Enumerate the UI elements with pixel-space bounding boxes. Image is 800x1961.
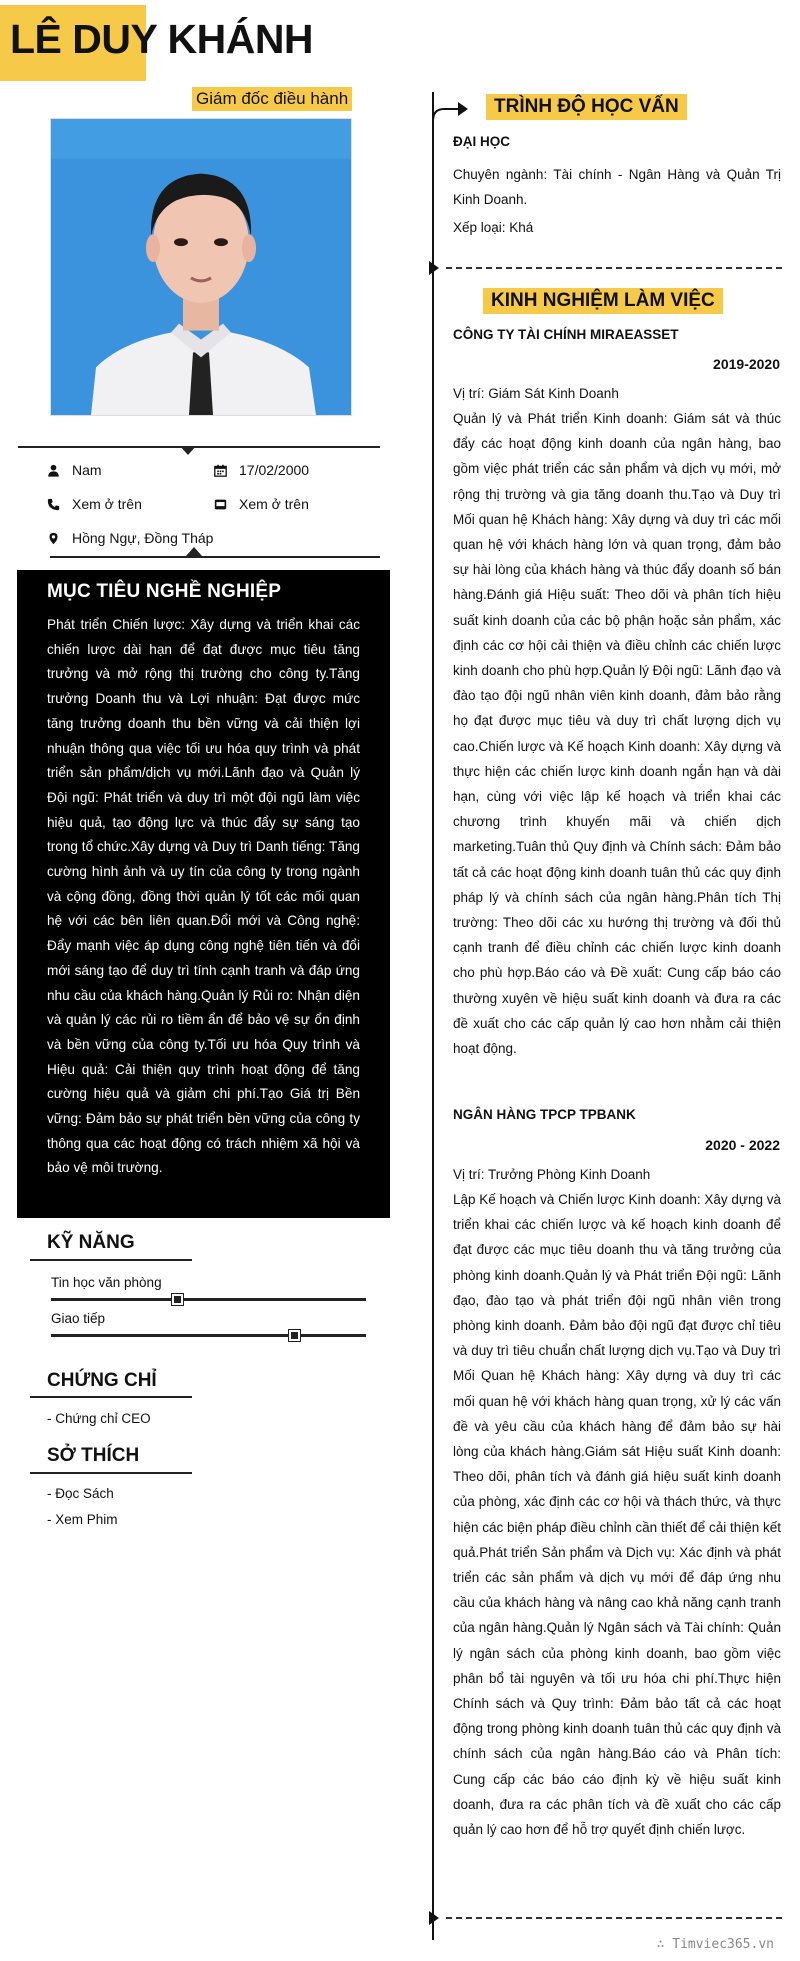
timeline-marker (429, 1911, 439, 1925)
certificates-underline (30, 1396, 192, 1398)
job-years: 2019-2020 (713, 356, 780, 372)
email-row (211, 496, 309, 512)
skill-level-knob (172, 1294, 183, 1305)
address-value: Hồng Ngự, Đồng Tháp (72, 530, 214, 546)
education-major: Chuyên ngành: Tài chính - Ngân Hàng và Quản Trị Kinh Doanh. (453, 167, 781, 207)
skill-label: Tin học văn phòng (51, 1275, 162, 1290)
info-divider-top (18, 446, 380, 448)
phone-row (44, 496, 142, 512)
skill-level-knob (289, 1330, 300, 1341)
section-divider (446, 1917, 782, 1919)
skills-underline (30, 1259, 192, 1261)
section-divider (446, 267, 782, 269)
skill-bar (51, 1334, 366, 1337)
watermark: ∴ Timviec365.vn (656, 1937, 774, 1952)
skills-title: KỸ NĂNG (47, 1232, 135, 1253)
certificates-title: CHỨNG CHỈ (47, 1370, 157, 1391)
email-value: Xem ở trên (239, 496, 309, 512)
timeline-arrow-icon (432, 99, 472, 123)
skill-label: Giao tiếp (51, 1311, 106, 1326)
objective-text: Phát triển Chiến lược: Xây dựng và triển khai các chiến lược dài hạn để đạt được mục tiêu tăng trưởng và mở rộng thị trường cho công ty.Tăng trưởng Doanh thu và Lợi nhuận: Đạt được mức tăng trưởng doanh thu bền vững và cải thiện lợi nhuận thông qua việc tối ưu hóa quy trình và phát triển sản phẩm/dịch vụ mới.Lãnh đạo và Quản lý Đội ngũ: Phát triển và duy trì một đội ngũ làm việc hiệu quả, tạo động lực và thúc đẩy sự sáng tạo trong tổ chức.Xây dựng và Duy trì Danh tiếng: Tăng cường hình ảnh và uy tín của công ty trong ngành và cộng đồng, đồng thời quản lý tốt các mối quan hệ với các bên liên quan.Đổi mới và Công nghệ: Đẩy mạnh việc áp dụng công nghệ tiên tiến và đổi mới sáng tạo để duy trì tính cạnh tranh và đáp ứng nhu cầu của khách hàng.Quản lý Rủi ro: Nhận diện và quản lý các rủi ro tiềm ẩn để bảo vệ sự ổn định và bền vững của công ty.Tối ưu hóa Quy trình và Hiệu quả: Cải thiện quy trình hoạt động để tăng cường hiệu quả và giảm chi phí.Tạo Giá trị Bền vững: Đảm bảo sự phát triển bền vững của công ty thông qua các hoạt động có trách nhiệm xã hội và bảo vệ môi trường. (47, 617, 360, 1176)
education-title: TRÌNH ĐỘ HỌC VẤN (486, 94, 687, 120)
email-icon (211, 496, 229, 512)
hobby-item: - Xem Phim (47, 1512, 118, 1527)
job-years: 2020 - 2022 (705, 1137, 780, 1153)
timeline-marker (429, 261, 439, 275)
career-objective-section (17, 570, 390, 1218)
job-position: Vị trí: Giám Sát Kinh Doanh (453, 386, 619, 401)
info-divider-notch-bottom (186, 547, 202, 556)
hobby-item: - Đọc Sách (47, 1486, 114, 1501)
education-rank: Xếp loại: Khá (453, 220, 534, 235)
phone-icon (44, 496, 62, 512)
gender-value: Nam (72, 462, 102, 478)
phone-value: Xem ở trên (72, 496, 142, 512)
candidate-name: LÊ DUY KHÁNH (10, 16, 314, 62)
job-title: Giám đốc điều hành (192, 87, 352, 111)
info-divider-notch (180, 446, 196, 455)
address-row (44, 530, 213, 546)
user-icon (44, 462, 62, 478)
profile-photo (50, 118, 352, 416)
skill-bar (51, 1298, 366, 1301)
company-name: CÔNG TY TÀI CHÍNH MIRAEASSET (453, 327, 679, 342)
hobbies-title: SỞ THÍCH (47, 1445, 140, 1466)
job-position: Vị trí: Trưởng Phòng Kinh Doanh (453, 1167, 651, 1182)
education-level: ĐẠI HỌC (453, 134, 510, 149)
timeline-line (432, 92, 434, 1940)
objective-title: MỤC TIÊU NGHỀ NGHIỆP (47, 581, 282, 602)
experience-title: KINH NGHIỆM LÀM VIỆC (483, 288, 723, 314)
job-description: Quản lý và Phát triển Kinh doanh: Giám sát và thúc đẩy các hoạt động kinh doanh của ngân hàng, bao gồm việc phát triển các sản phẩm và dịch vụ mới, mở rộng thị trường và gia tăng doanh thu.Tạo và Duy trì Mối quan hệ Khách hàng: Xây dựng và duy trì các mối quan hệ với khách hàng lớn và quan trọng, đảm bảo sự hài lòng của khách hàng và thúc đẩy doanh số bán hàng.Đánh giá Hiệu suất: Theo dõi và phân tích hiệu suất kinh doanh của các bộ phận hoặc sản phẩm, xác định các cơ hội cải thiện và điều chỉnh các chiến lược kinh doanh cho phù hợp.Quản lý Đội ngũ: Lãnh đạo và đào tạo đội ngũ nhân viên kinh doanh, đảm bảo rằng họ đạt được mục tiêu và duy trì chất lượng dịch vụ cao.Chiến lược và Kế hoạch Kinh doanh: Xây dựng và thực hiện các chiến lược kinh doanh ngắn hạn và dài hạn, cùng với việc lập kế hoạch và triển khai các chương trình khuyến mãi và chiến dịch marketing.Tuân thủ Quy định và Chính sách: Đảm bảo tất cả các hoạt động kinh doanh tuân thủ các quy định pháp lý và chính sách của ngân hàng.Phân tích Thị trường: Theo dõi các xu hướng thị trường và đối thủ cạnh tranh để điều chỉnh các chiến lược kinh doanh cho phù hợp.Báo cáo và Đề xuất: Cung cấp báo cáo thường xuyên về hiệu suất kinh doanh và đưa ra các đề xuất cho các cấp quản lý cao hơn nhằm cải thiện hoạt động. (453, 411, 781, 1057)
birthdate-row (211, 462, 309, 478)
job-description: Lập Kế hoạch và Chiến lược Kinh doanh: Xây dựng và triển khai các chiến lược và kế hoạch kinh doanh để đạt được các mục tiêu doanh thu và tăng trưởng của phòng kinh doanh.Quản lý và Phát triển Đội ngũ: Lãnh đạo, đào tạo và phát triển đội ngũ nhân viên trong phòng kinh doanh. Đảm bảo đội ngũ đạt được chỉ tiêu và duy trì tiêu chuẩn chất lượng dịch vụ.Tạo và Duy trì Mối Quan hệ Khách hàng: Xây dựng và duy trì các mối quan hệ với khách hàng quan trọng, xử lý các vấn đề và yêu cầu của khách hàng để đảm bảo sự hài lòng của khách hàng.Giám sát Hiệu suất Kinh doanh: Theo dõi, phân tích và đánh giá hiệu suất kinh doanh của phòng, xác định các cơ hội và thách thức, và thực hiện các biện pháp điều chỉnh cần thiết để cải thiện kết quả.Phát triển Sản phẩm và Dịch vụ: Xác định và phát triển các sản phẩm và dịch vụ mới để đáp ứng nhu cầu của khách hàng và nâng cao khả năng cạnh tranh của ngân hàng.Quản lý Ngân sách và Tài chính: Quản lý ngân sách của phòng kinh doanh, bao gồm việc phân bổ tài nguyên và tối ưu hóa chi phí.Thực hiện Chính sách và Quy trình: Đảm bảo tất cả các hoạt động trong phòng kinh doanh tuân thủ các quy định và chính sách của ngân hàng.Báo cáo và Phân tích: Cung cấp các báo cáo định kỳ về hiệu suất kinh doanh, đưa ra các phân tích và đề xuất cho các cấp quản lý cao hơn để hỗ trợ quyết định chiến lược. (453, 1192, 781, 1838)
birthdate-value: 17/02/2000 (239, 462, 310, 478)
company-name: NGÂN HÀNG TPCP TPBANK (453, 1107, 636, 1122)
info-divider-bottom (50, 556, 380, 558)
gender-row (44, 462, 102, 478)
hobbies-underline (30, 1472, 192, 1474)
calendar-icon (211, 462, 229, 478)
location-pin-icon (44, 530, 62, 546)
certificate-item: - Chứng chỉ CEO (47, 1411, 151, 1426)
